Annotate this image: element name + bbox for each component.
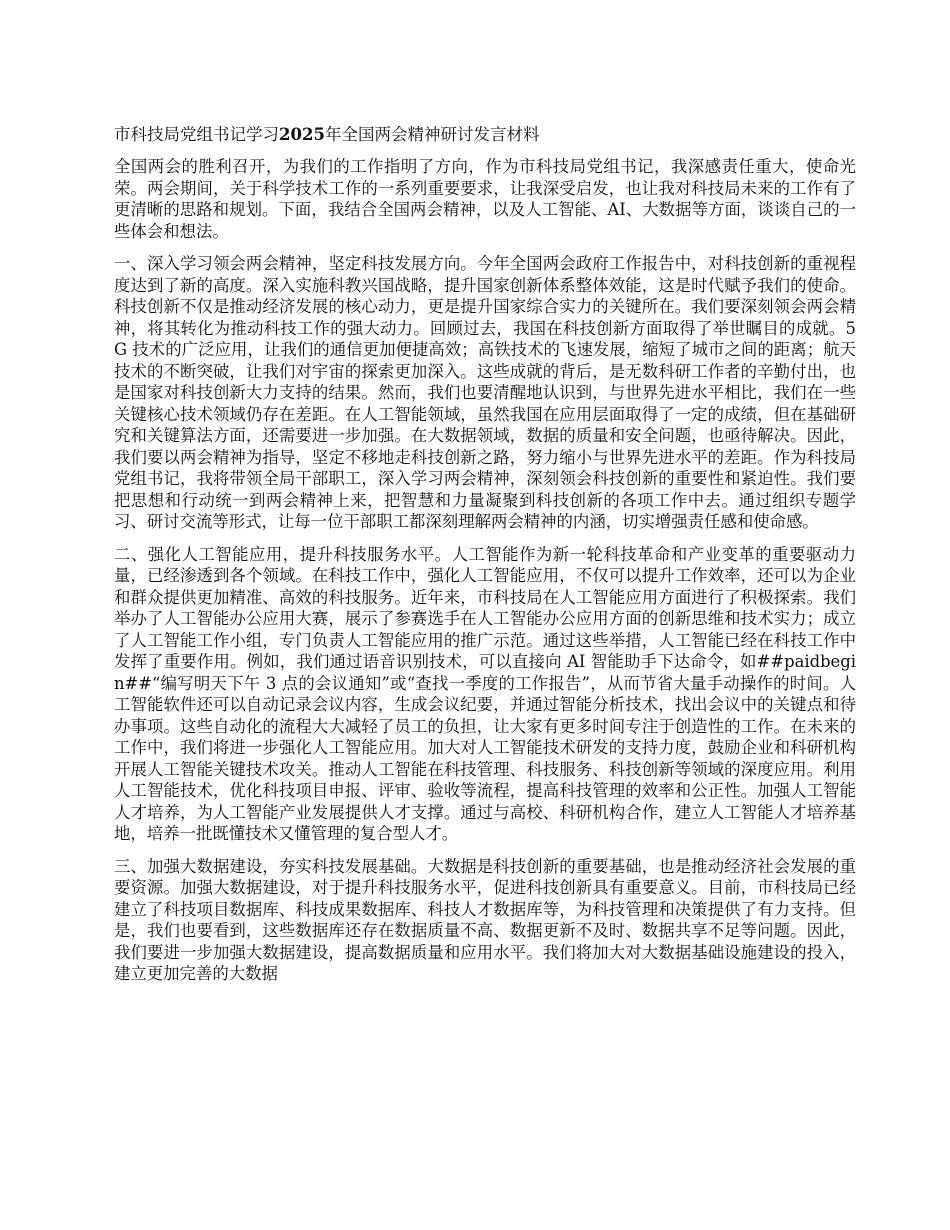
paragraph-section-2: 二、强化人工智能应用，提升科技服务水平。人工智能作为新一轮科技革命和产业变革的重要驱动力量，已经渗透到各个领域。在科技工作中，强化人工智能应用，不仅可以提升工作效率，还可以为企业和群众提供更加精准、高效的科技服务。近年来，市科技局在人工智能应用方面进行了积极探索。我们举办了人工智能办公应用大赛，展示了参赛选手在人工智能办公应用方面的创新思维和技术实力；成立了人工智能工作小组，专门负责人工智能应用的推广示范。通过这些举措，人工智能已经在科技工作中发挥了重要作用。例如，我们通过语音识别技术，可以直接向 AI 智能助手下达命令，如##paidbegin##“编写明天下午 3 点的会议通知”或“查找一季度的工作报告”，从而节省大量手动操作的时间。人工智能软件还可以自动记录会议内容，生成会议纪要，并通过智能分析技术，找出会议中的关键点和待办事项。这些自动化的流程大大减轻了员工的负担，让大家有更多时间专注于创造性的工作。在未来的工作中，我们将进一步强化人工智能应用。加大对人工智能技术研发的支持力度，鼓励企业和科研机构开展人工智能关键技术攻关。推动人工智能在科技管理、科技服务、科技创新等领域的深度应用。利用人工智能技术，优化科技项目申报、评审、验收等流程，提高科技管理的效率和公正性。加强人工智能人才培养，为人工智能产业发展提供人才支撑。通过与高校、科研机构合作，建立人工智能人才培养基地，培养一批既懂技术又懂管理的复合型人才。 bbox=[114, 544, 856, 843]
title-year: 2025 bbox=[279, 125, 325, 144]
paragraph-intro: 全国两会的胜利召开，为我们的工作指明了方向，作为市科技局党组书记，我深感责任重大，使命光荣。两会期间，关于科学技术工作的一系列重要要求，让我深受启发，也让我对科技局未来的工作有了更清晰的思路和规划。下面，我结合全国两会精神，以及人工智能、AI、大数据等方面，谈谈自己的一些体会和想法。 bbox=[114, 157, 856, 241]
title-suffix: 年全国两会精神研讨发言材料 bbox=[324, 125, 540, 144]
document-title bbox=[114, 124, 856, 146]
document-page bbox=[114, 124, 856, 985]
paragraph-section-1: 一、深入学习领会两会精神，坚定科技发展方向。今年全国两会政府工作报告中，对科技创新的重视程度达到了新的高度。深入实施科教兴国战略，提升国家创新体系整体效能，这是时代赋予我们的使命。科技创新不仅是推动经济发展的核心动力，更是提升国家综合实力的关键所在。我们要深刻领会两会精神，将其转化为推动科技工作的强大动力。回顾过去，我国在科技创新方面取得了举世瞩目的成就。5G 技术的广泛应用，让我们的通信更加便捷高效；高铁技术的飞速发展，缩短了城市之间的距离；航天技术的不断突破，让我们对宇宙的探索更加深入。这些成就的背后，是无数科研工作者的辛勤付出，也是国家对科技创新大力支持的结果。然而，我们也要清醒地认识到，与世界先进水平相比，我们在一些关键核心技术领域仍存在差距。在人工智能领域，虽然我国在应用层面取得了一定的成绩，但在基础研究和关键算法方面，还需要进一步加强。在大数据领域，数据的质量和安全问题，也亟待解决。因此，我们要以两会精神为指导，坚定不移地走科技创新之路，努力缩小与世界先进水平的差距。作为科技局党组书记，我将带领全局干部职工，深入学习两会精神，深刻领会科技创新的重要性和紧迫性。我们要把思想和行动统一到两会精神上来，把智慧和力量凝聚到科技创新的各项工作中去。通过组织专题学习、研讨交流等形式，让每一位干部职工都深刻理解两会精神的内涵，切实增强责任感和使命感。 bbox=[114, 254, 856, 531]
paragraph-section-3: 三、加强大数据建设，夯实科技发展基础。大数据是科技创新的重要基础，也是推动经济社会发展的重要资源。加强大数据建设，对于提升科技服务水平，促进科技创新具有重要意义。目前，市科技局已经建立了科技项目数据库、科技成果数据库、科技人才数据库等，为科技管理和决策提供了有力支持。但是，我们也要看到，这些数据库还存在数据质量不高、数据更新不及时、数据共享不足等问题。因此，我们要进一步加强大数据建设，提高数据质量和应用水平。我们将加大对大数据基础设施建设的投入，建立更加完善的大数据 bbox=[114, 856, 856, 983]
title-prefix: 市科技局党组书记学习 bbox=[114, 125, 279, 144]
